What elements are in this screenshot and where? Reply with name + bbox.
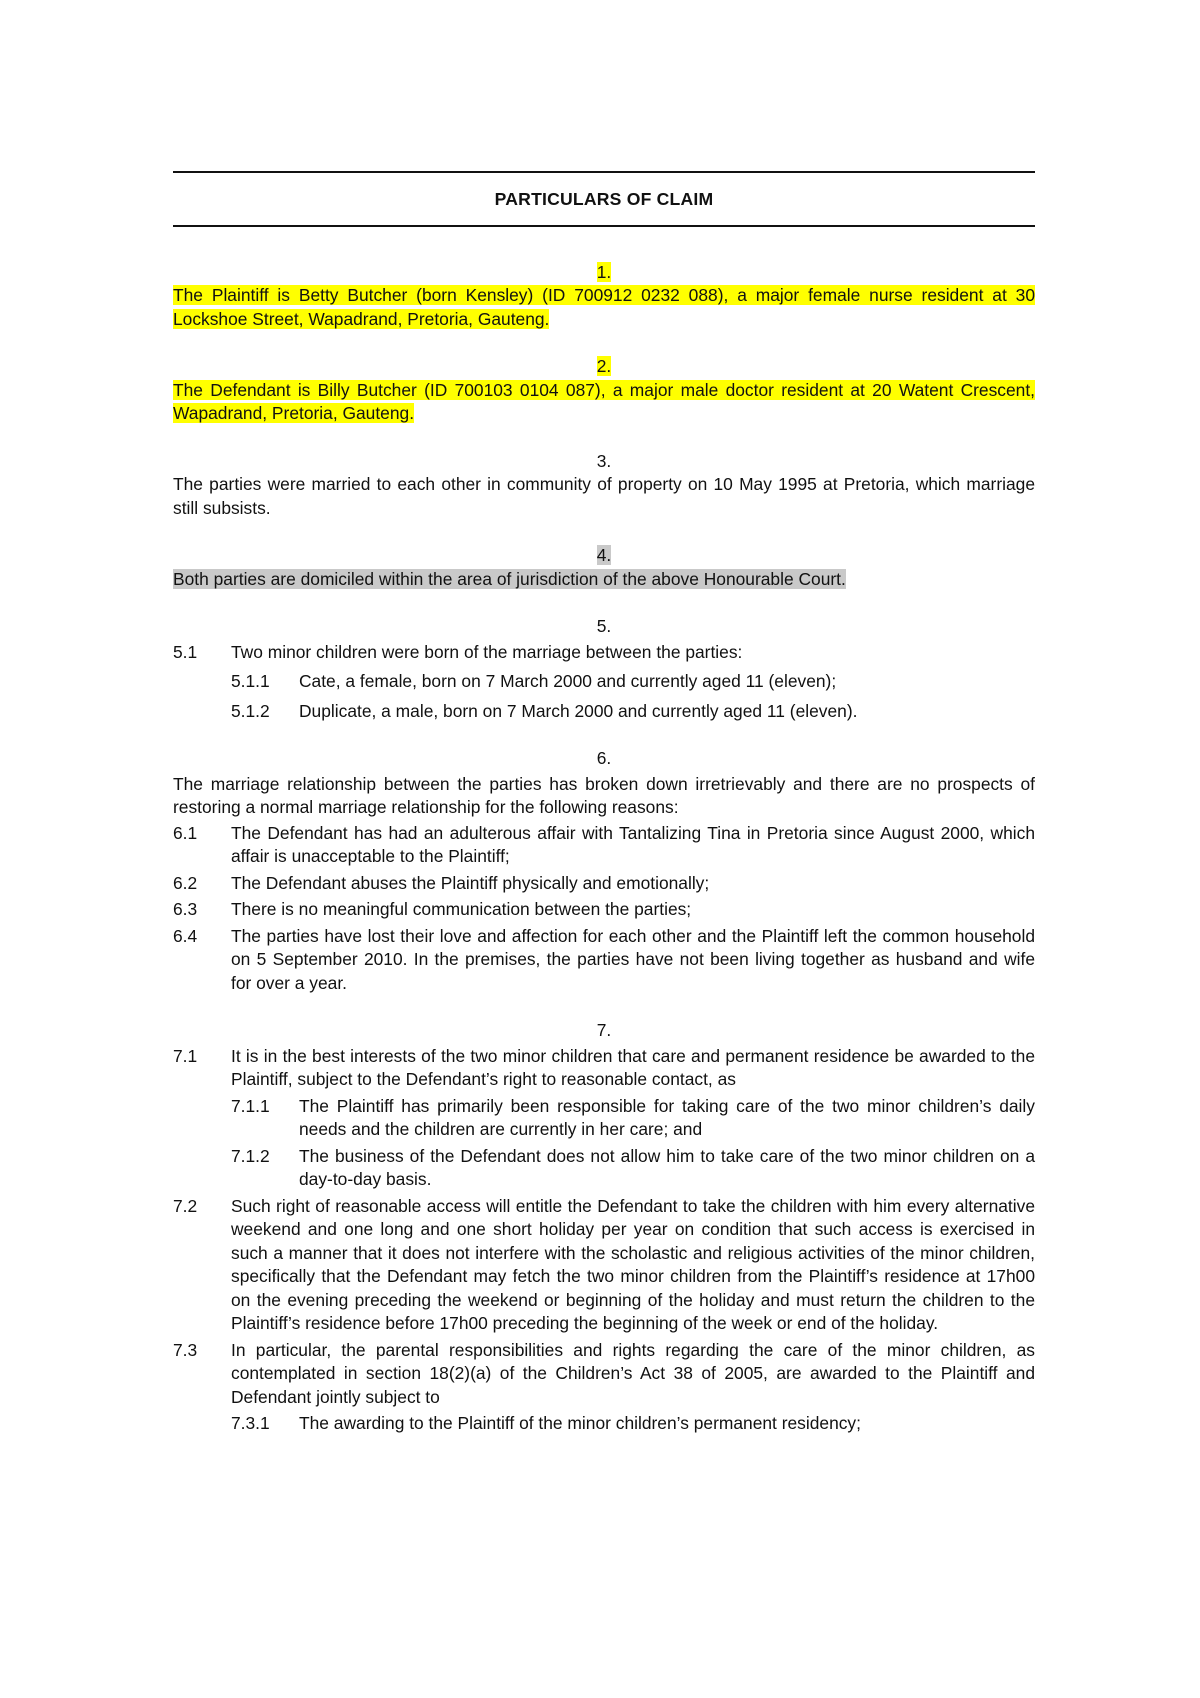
item-text: The business of the Defendant does not allow him to take care of the two minor children on a day-to-day basis. <box>299 1145 1035 1189</box>
list-item <box>173 641 1035 665</box>
item-text: It is in the best interests of the two minor children that care and permanent residence be awarded to the Plaintiff, subject to the Defendant’s right to reasonable contact, as <box>231 1045 1035 1089</box>
item-text: Two minor children were born of the marriage between the parties: <box>231 641 743 662</box>
paragraph-4 <box>173 544 1035 591</box>
paragraph-number: 6. <box>596 748 612 768</box>
item-number: 6.3 <box>173 899 198 919</box>
item-number: 7.1.2 <box>231 1145 270 1166</box>
page-title: PARTICULARS OF CLAIM <box>494 189 714 209</box>
list-item <box>173 925 1035 996</box>
item-text: The awarding to the Plaintiff of the minor children’s permanent residency; <box>299 1413 861 1433</box>
item-text: Cate, a female, born on 7 March 2000 and currently aged 11 (eleven); <box>299 671 837 691</box>
item-number: 7.3 <box>173 1339 198 1360</box>
paragraph-5 <box>173 615 1035 723</box>
item-number: 7.3.1 <box>231 1413 270 1433</box>
paragraph-number: 4. <box>596 545 612 565</box>
item-text: In particular, the parental responsibilities and rights regarding the care of the minor children, as contemplated in section 18(2)(a) of the Children’s Act 38 of 2005, are awarded to the Plaintiff and Defendant jointly subject to <box>231 1339 1035 1407</box>
item-text: Duplicate, a male, born on 7 March 2000 and currently aged 11 (eleven). <box>299 700 858 721</box>
paragraph-2 <box>173 355 1035 426</box>
item-text: The Defendant abuses the Plaintiff physically and emotionally; <box>231 872 710 893</box>
bottom-rule <box>173 225 1035 227</box>
list-item <box>173 1412 1035 1436</box>
item-text: The Plaintiff has primarily been responsible for taking care of the two minor children’s daily needs and the children are currently in her care; and <box>299 1095 1035 1139</box>
item-text: There is no meaningful communication between the parties; <box>231 899 692 919</box>
paragraph-3 <box>173 450 1035 521</box>
item-text: Such right of reasonable access will entitle the Defendant to take the children with him every alternative weekend and one long and one short holiday per year on condition that such access is exercised in such a manner that it does not interfere with the scholastic and religious activities of the minor children, specifically that the Defendant may fetch the two minor children from the Plaintiff’s residence at 17h00 on the evening preceding the weekend or beginning of the holiday and must return the children to the Plaintiff’s residence before 17h00 preceding the beginning of the week or end of the holiday. <box>231 1195 1035 1333</box>
item-number: 7.1 <box>173 1045 198 1066</box>
paragraph-number: 1. <box>596 261 612 282</box>
paragraph-text: The Plaintiff is Betty Butcher (born Kensley) (ID 700912 0232 088), a major female nurse resident at 30 Lockshoe Street, Wapadrand, Pretoria, Gauteng. <box>173 285 1035 329</box>
item-text: The Defendant has had an adulterous affair with Tantalizing Tina in Pretoria since August 2000, which affair is unacceptable to the Plaintiff; <box>231 822 1035 866</box>
paragraph-number: 7. <box>596 1020 612 1040</box>
list-item <box>173 1195 1035 1336</box>
list-item <box>173 872 1035 896</box>
item-number: 5.1.2 <box>231 700 270 721</box>
paragraph-text: The marriage relationship between the parties has broken down irretrievably and there are no prospects of restoring a normal marriage relationship for the following reasons: <box>173 773 1035 817</box>
item-number: 5.1 <box>173 641 198 662</box>
item-number: 6.2 <box>173 872 198 893</box>
item-number: 6.1 <box>173 822 198 843</box>
item-number: 7.2 <box>173 1195 198 1216</box>
list-item <box>173 1145 1035 1192</box>
document-body <box>173 171 1035 1436</box>
list-item <box>173 898 1035 922</box>
item-number: 7.1.1 <box>231 1095 270 1116</box>
list-item <box>173 700 1035 724</box>
list-item <box>173 1045 1035 1092</box>
paragraph-1 <box>173 261 1035 332</box>
paragraph-6 <box>173 747 1035 995</box>
list-item <box>173 822 1035 869</box>
list-item <box>173 1095 1035 1142</box>
paragraph-7 <box>173 1019 1035 1436</box>
item-text: The parties have lost their love and affection for each other and the Plaintiff left the common household on 5 September 2010. In the premises, the parties have not been living together as husband and wife for over a year. <box>231 925 1035 993</box>
paragraph-number: 5. <box>596 616 612 636</box>
paragraph-text: Both parties are domiciled within the area of jurisdiction of the above Honourable Court. <box>173 568 846 589</box>
list-item <box>173 670 1035 694</box>
paragraph-text: The parties were married to each other in community of property on 10 May 1995 at Pretoria, which marriage still subsists. <box>173 474 1035 518</box>
paragraph-number: 2. <box>596 356 612 376</box>
paragraph-number: 3. <box>596 450 612 471</box>
list-item <box>173 1339 1035 1410</box>
item-number: 6.4 <box>173 925 198 946</box>
paragraph-text: The Defendant is Billy Butcher (ID 700103 0104 087), a major male doctor resident at 20 Watent Crescent, Wapadrand, Pretoria, Gauteng. <box>173 379 1035 423</box>
item-number: 5.1.1 <box>231 671 270 691</box>
